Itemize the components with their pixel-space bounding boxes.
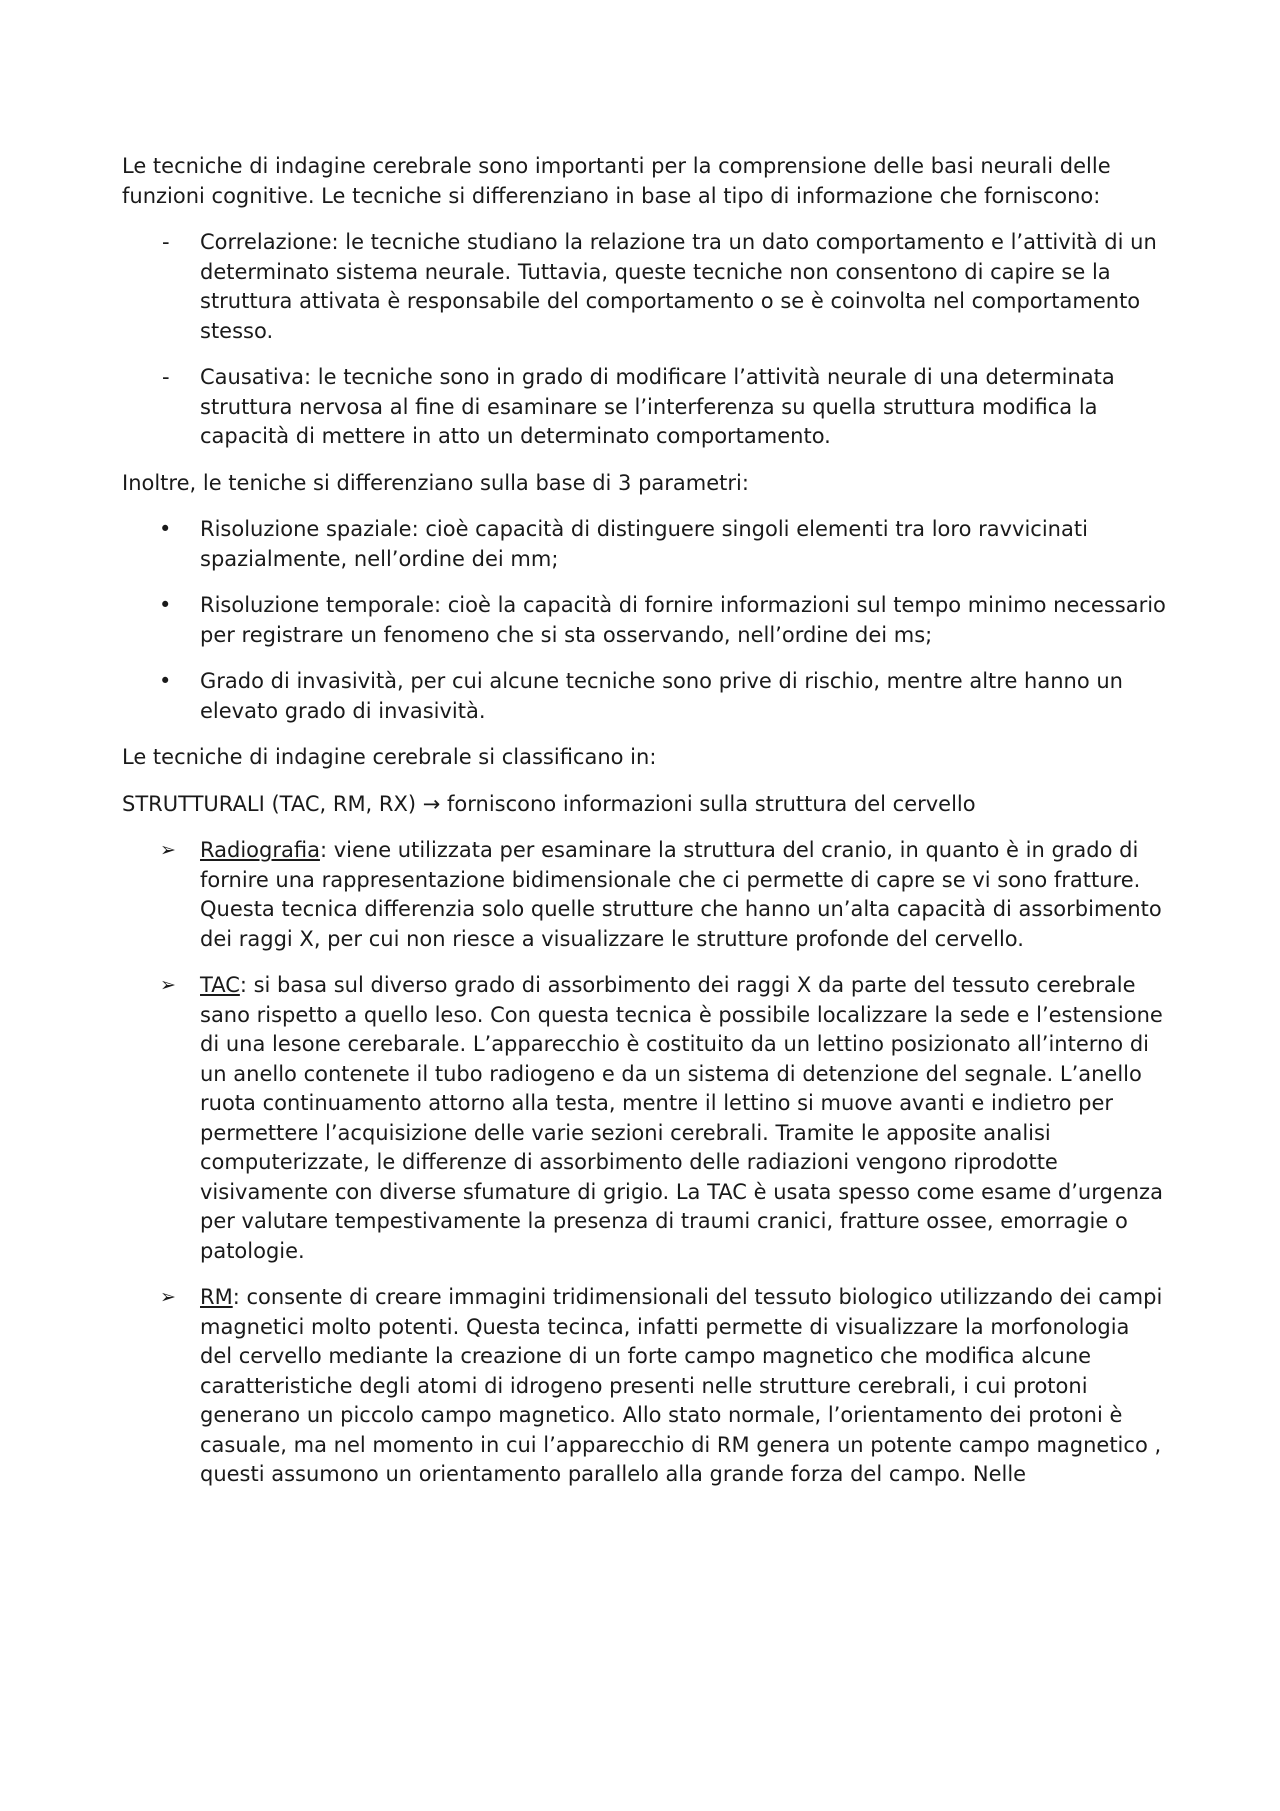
term-label: Radiografia bbox=[200, 838, 320, 862]
list-item-text: Risoluzione temporale: cioè la capacità di fornire informazioni sul tempo minimo necessario per registrare un fenomeno che si sta osservando, nell’ordine dei ms; bbox=[200, 593, 1166, 647]
list-item-text: Grado di invasività, per cui alcune tecniche sono prive di rischio, mentre altre hanno un elevato grado di invasività. bbox=[200, 669, 1123, 723]
list-item-text: : si basa sul diverso grado di assorbimento dei raggi X da parte del tessuto cerebrale sano rispetto a quello leso. Con questa tecnica è possibile localizzare la sede e l’estensione di una lesone cerebarale. L’apparecchio è costituito da un lettino posizionato all’interno di un anello contenete il tubo radiogeno e da un sistema di detenzione del segnale. L’anello ruota continuamento attorno alla testa, mentre il lettino si muove avanti e indietro per permettere l’acquisizione delle varie sezioni cerebrali. Tramite le apposite analisi computerizzate, le differenze di assorbimento delle radiazioni vengono riprodotte visivamente con diverse sfumature di grigio. La TAC è usata spesso come esame d’urgenza per valutare tempestivamente la presenza di traumi cranici, fratture ossee, emorragie o patologie. bbox=[200, 973, 1163, 1263]
arrow-bullet-icon: ➢ bbox=[160, 1286, 176, 1308]
list-item-text: Causativa: le tecniche sono in grado di modificare l’attività neurale di una determinata struttura nervosa al fine di esaminare se l’interferenza su quella struttura modifica la capacità di mettere in atto un determinato comportamento. bbox=[200, 365, 1115, 448]
list-item-invasivita bbox=[122, 667, 1167, 726]
intro-paragraph: Le tecniche di indagine cerebrale sono importanti per la comprensione delle basi neurali delle funzioni cognitive. Le tecniche si differenziano in base al tipo di informazione che forniscono: bbox=[122, 154, 1111, 208]
list-item-correlazione bbox=[122, 228, 1167, 346]
list-item-radiografia bbox=[122, 836, 1167, 954]
arrow-bullet-icon: ➢ bbox=[160, 839, 176, 861]
bullet-icon: • bbox=[159, 517, 172, 541]
structural-heading: STRUTTURALI (TAC, RM, RX) → forniscono informazioni sulla struttura del cervello bbox=[122, 791, 976, 816]
dash-marker: - bbox=[162, 365, 170, 389]
bullet-icon: • bbox=[159, 593, 172, 617]
classify-intro-paragraph: Le tecniche di indagine cerebrale si classificano in: bbox=[122, 745, 657, 769]
params-intro-paragraph: Inoltre, le teniche si differenziano sulla base di 3 parametri: bbox=[122, 470, 749, 495]
list-item-text: Risoluzione spaziale: cioè capacità di distinguere singoli elementi tra loro ravvicinati spazialmente, nell’ordine dei mm; bbox=[200, 517, 1088, 571]
list-item-text: : viene utilizzata per esaminare la struttura del cranio, in quanto è in grado di fornire una rappresentazione bidimensionale che ci permette di capre se vi sono fratture. Questa tecnica differenzia solo quelle strutture che hanno un’alta capacità di assorbimento dei raggi X, per cui non riesce a visualizzare le strutture profonde del cervello. bbox=[200, 838, 1162, 951]
arrow-bullet-icon: ➢ bbox=[160, 974, 176, 996]
list-item-risoluzione-temporale bbox=[122, 591, 1167, 650]
list-item-text: Correlazione: le tecniche studiano la relazione tra un dato comportamento e l’attività di un determinato sistema neurale. Tuttavia, queste tecniche non consentono di capire se la struttura attivata è responsabile del comportamento o se è coinvolta nel comportamento stesso. bbox=[200, 230, 1157, 343]
bullet-icon: • bbox=[159, 669, 172, 693]
list-item-tac bbox=[122, 971, 1167, 1266]
list-item-causativa bbox=[122, 363, 1167, 452]
list-item-risoluzione-spaziale bbox=[122, 515, 1167, 574]
term-label: TAC bbox=[200, 973, 240, 997]
list-item-text: : consente di creare immagini tridimensionali del tessuto biologico utilizzando dei campi magnetici molto potenti. Questa tecinca, infatti permette di visualizzare la morfonologia del cervello mediante la creazione di un forte campo magnetico che modifica alcune caratteristiche degli atomi di idrogeno presenti nelle strutture cerebrali, i cui protoni generano un piccolo campo magnetico. Allo stato normale, l’orientamento dei protoni è casuale, ma nel momento in cui l’apparecchio di RM genera un potente campo magnetico , questi assumono un orientamento parallelo alla grande forza del campo. Nelle bbox=[200, 1285, 1163, 1486]
dash-marker: - bbox=[162, 230, 170, 254]
list-item-rm bbox=[122, 1283, 1167, 1490]
document-page bbox=[122, 152, 1167, 1507]
term-label: RM bbox=[200, 1285, 233, 1309]
